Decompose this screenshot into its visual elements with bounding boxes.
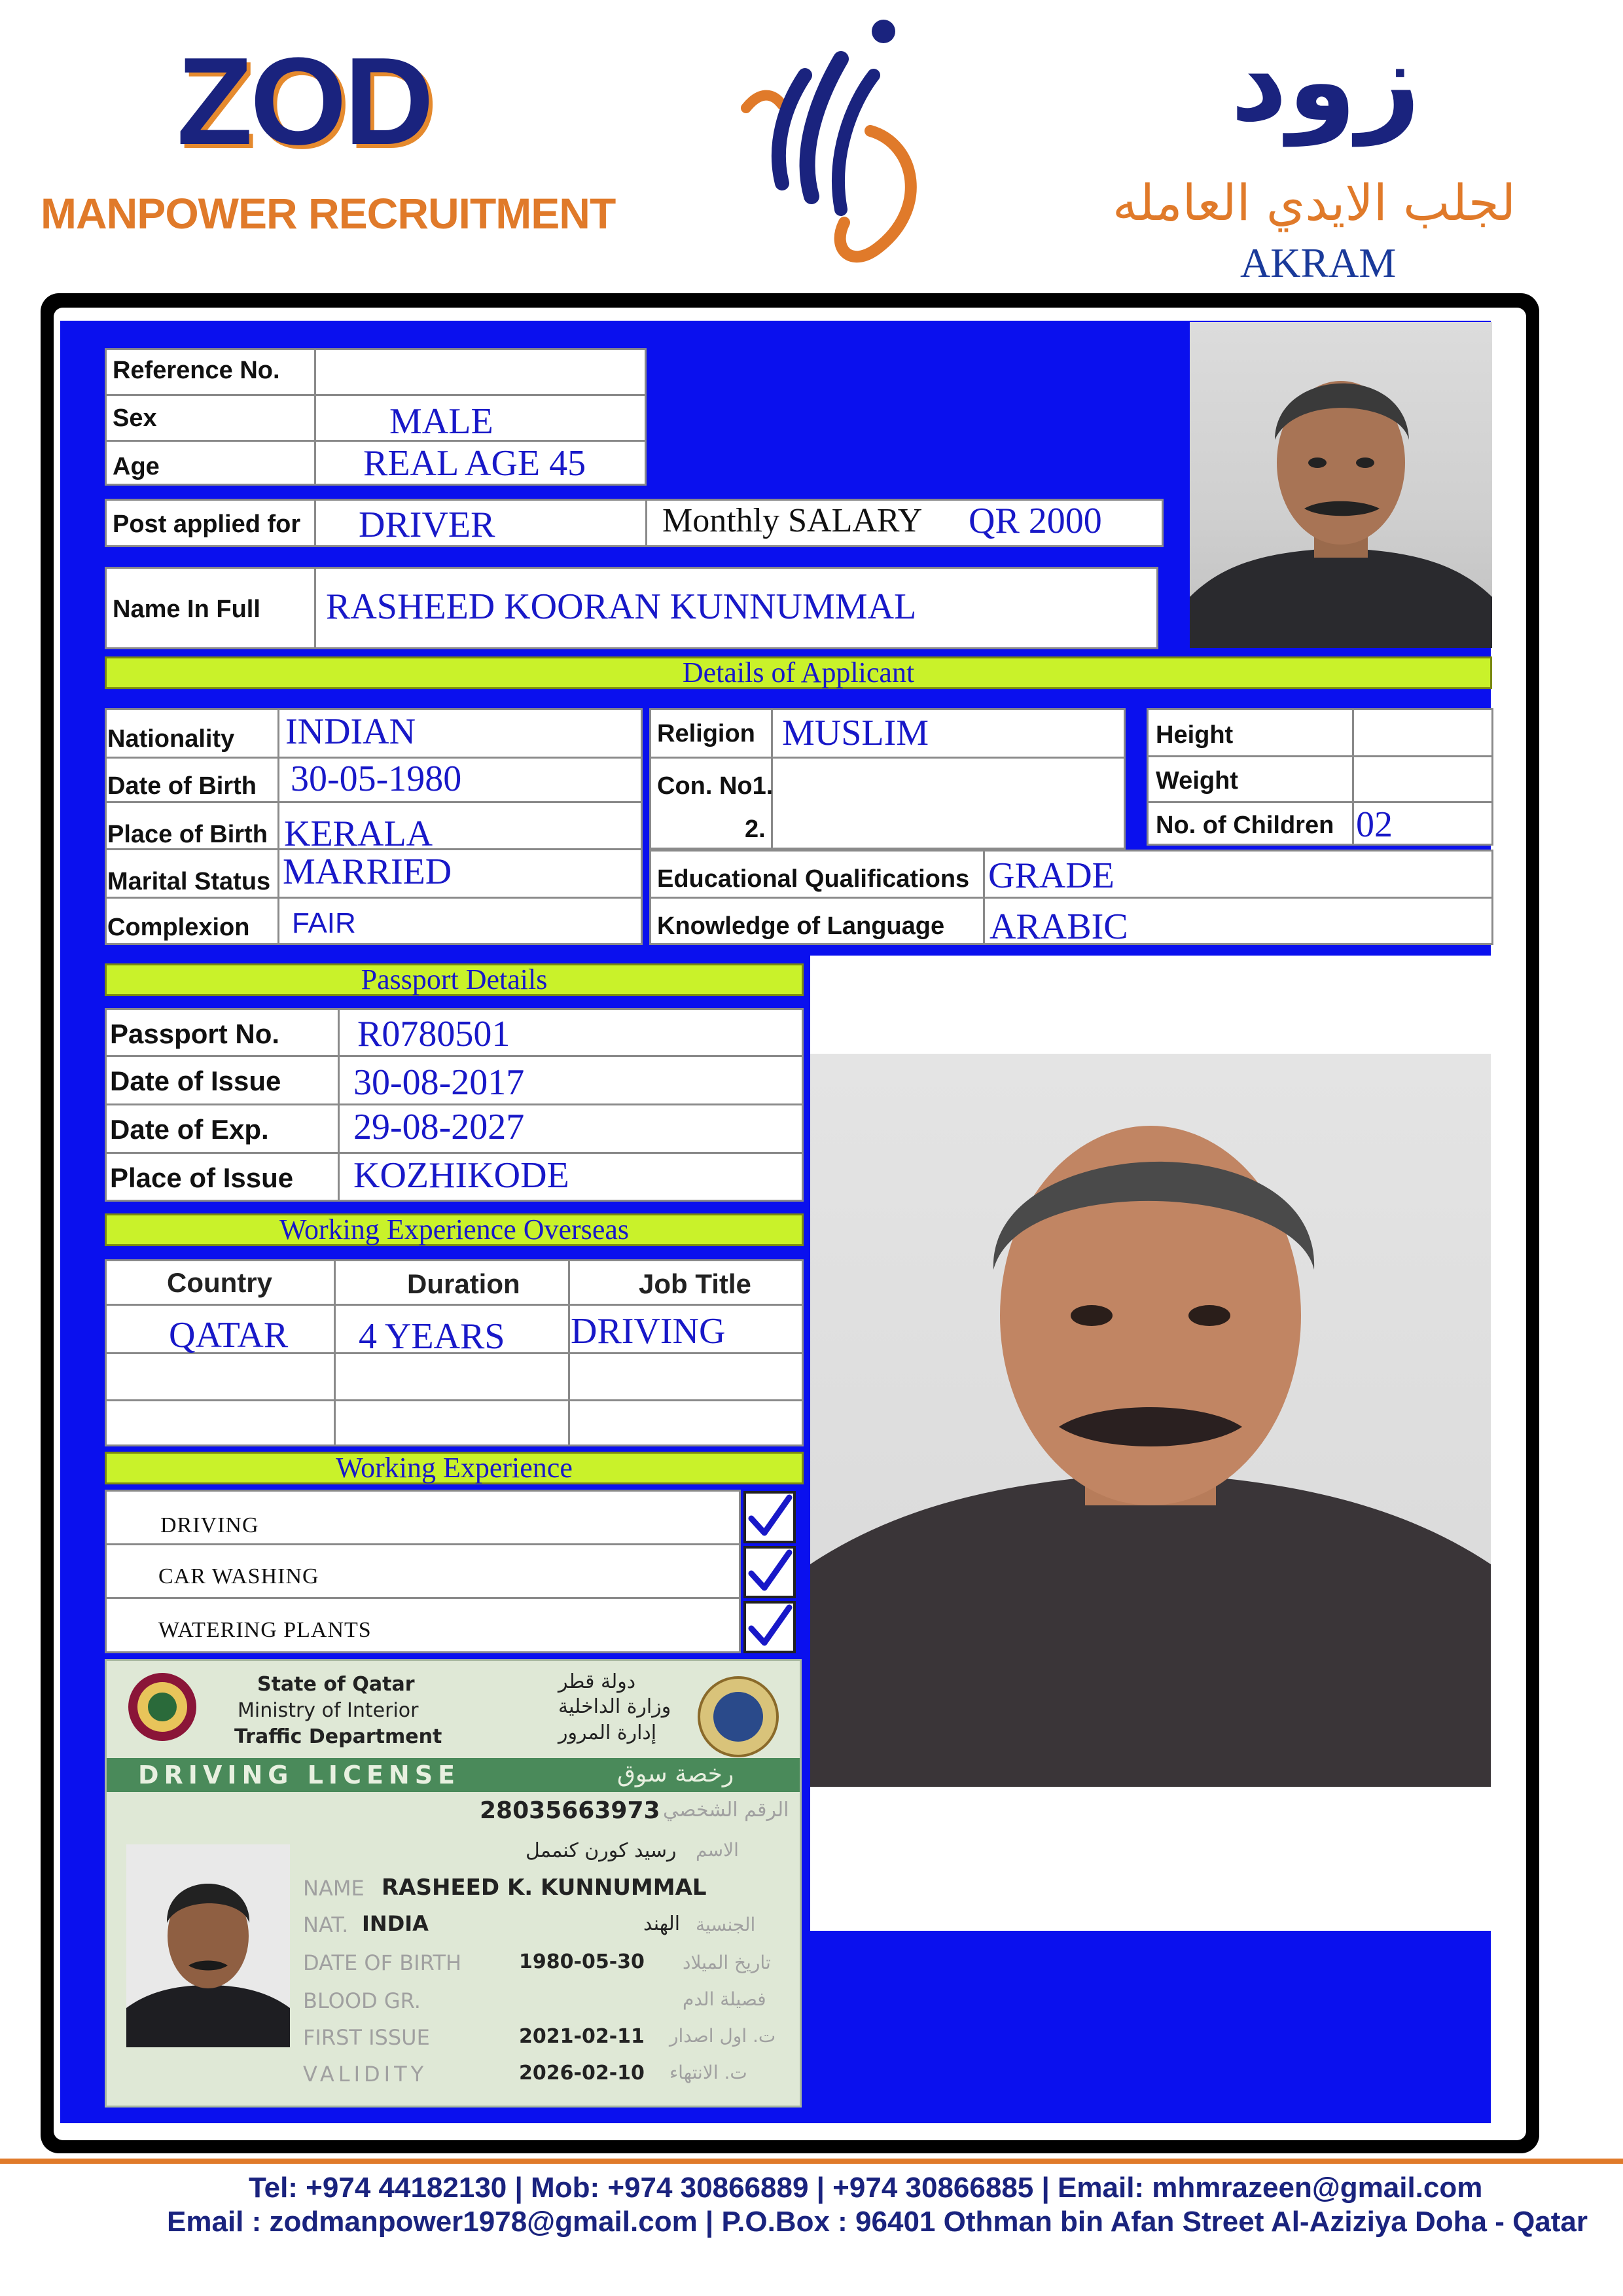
children-value: 02 bbox=[1356, 804, 1393, 845]
footer-divider bbox=[0, 2159, 1623, 2164]
license-validity-label: VALIDITY bbox=[303, 2062, 428, 2087]
license-photo bbox=[126, 1844, 290, 2047]
license-validity: 2026-02-10 bbox=[519, 2062, 645, 2085]
education-label: Educational Qualifications bbox=[657, 865, 970, 893]
pob-label: Place of Birth bbox=[107, 821, 268, 848]
license-nat-ar: الهند bbox=[643, 1912, 681, 1935]
salary-label: Monthly SALARY bbox=[662, 502, 923, 539]
col-duration: Duration bbox=[407, 1268, 520, 1299]
license-first-issue-label-ar: ت. اول اصدار bbox=[669, 2025, 776, 2047]
license-ministry-en: Ministry of Interior bbox=[238, 1699, 419, 1722]
age-value: REAL AGE 45 bbox=[363, 443, 586, 484]
traffic-dept-emblem-icon bbox=[692, 1674, 784, 1759]
name-value: RASHEED KOORAN KUNNUMMAL bbox=[326, 586, 917, 627]
con2-label: 2. bbox=[745, 816, 766, 843]
passport-exp-value: 29-08-2027 bbox=[353, 1107, 525, 1147]
agent-name: AKRAM bbox=[1240, 240, 1397, 286]
skill-watering-plants-checkbox[interactable] bbox=[743, 1601, 796, 1653]
passport-no-value: R0780501 bbox=[357, 1014, 510, 1054]
footer-address-line: Email : zodmanpower1978@gmail.com | P.O.Box : 96401 Othman bin Afan Street Al-Aziziya Doha - Qatar bbox=[167, 2206, 1588, 2238]
license-dob-label: DATE OF BIRTH bbox=[303, 1950, 462, 1975]
applicant-portrait-large bbox=[810, 1054, 1491, 1787]
passport-section-title: Passport Details bbox=[105, 963, 804, 996]
nationality-label: Nationality bbox=[107, 725, 235, 753]
children-label: No. of Children bbox=[1156, 812, 1334, 839]
license-title-ar: رخصة سوق bbox=[617, 1761, 734, 1787]
footer-contact-line: Tel: +974 44182130 | Mob: +974 30866889 | +974 30866885 | Email: mhmrazeen@gmail.com bbox=[249, 2172, 1483, 2204]
name-label: Name In Full bbox=[113, 596, 260, 623]
license-dob-label-ar: تاريخ الميلاد bbox=[683, 1952, 771, 1973]
check-icon bbox=[746, 1604, 793, 1651]
dob-value: 30-05-1980 bbox=[291, 759, 462, 799]
license-name-ar: رسيد كورن كنممل bbox=[526, 1839, 677, 1862]
language-value: ARABIC bbox=[990, 906, 1128, 947]
license-id-number: 28035663973 bbox=[480, 1797, 660, 1824]
passport-no-label: Passport No. bbox=[110, 1018, 280, 1049]
skill-car-washing: CAR WASHING bbox=[158, 1564, 319, 1588]
skill-driving: DRIVING bbox=[160, 1513, 259, 1537]
license-dob: 1980-05-30 bbox=[519, 1950, 645, 1973]
driving-license-image bbox=[105, 1659, 802, 2108]
nationality-value: INDIAN bbox=[285, 711, 416, 752]
brand-arabic-tagline: لجلب الايدي العامله bbox=[1113, 173, 1516, 232]
license-nat-label: NAT. bbox=[303, 1912, 349, 1937]
license-first-issue-label: FIRST ISSUE bbox=[303, 2025, 430, 2050]
license-nat-label-ar: الجنسية bbox=[696, 1914, 756, 1935]
license-blood-label-ar: فصيلة الدم bbox=[683, 1988, 766, 2010]
skill-watering-plants: WATERING PLANTS bbox=[158, 1618, 372, 1642]
col-country: Country bbox=[167, 1267, 272, 1298]
passport-issue-value: 30-08-2017 bbox=[353, 1062, 525, 1103]
passport-exp-label: Date of Exp. bbox=[110, 1114, 269, 1145]
license-state-en: State of Qatar bbox=[257, 1673, 415, 1696]
con1-label: Con. No1. bbox=[657, 772, 774, 800]
post-label: Post applied for bbox=[113, 511, 301, 538]
post-value: DRIVER bbox=[359, 505, 495, 545]
complexion-value: FAIR bbox=[292, 907, 356, 939]
brand-logo-text: ZOD bbox=[177, 32, 432, 171]
table-cell: DRIVING bbox=[571, 1311, 726, 1352]
skill-driving-checkbox[interactable] bbox=[743, 1491, 796, 1543]
language-label: Knowledge of Language bbox=[657, 912, 945, 940]
pob-value: KERALA bbox=[284, 814, 433, 854]
license-title-en: DRIVING LICENSE bbox=[138, 1761, 461, 1789]
passport-place-value: KOZHIKODE bbox=[353, 1155, 569, 1196]
salary-value: QR 2000 bbox=[969, 501, 1102, 541]
check-icon bbox=[746, 1549, 793, 1596]
qatar-emblem-icon bbox=[126, 1668, 198, 1746]
passport-place-label: Place of Issue bbox=[110, 1162, 294, 1193]
skill-car-washing-checkbox[interactable] bbox=[743, 1546, 796, 1598]
marital-value: MARRIED bbox=[283, 852, 452, 892]
table-cell: QATAR bbox=[169, 1315, 289, 1355]
sex-value: MALE bbox=[389, 401, 493, 442]
license-name-label-ar: الاسم bbox=[696, 1839, 739, 1861]
weight-label: Weight bbox=[1156, 767, 1238, 795]
height-label: Height bbox=[1156, 721, 1234, 749]
experience-section-title: Working Experience bbox=[105, 1452, 804, 1484]
license-ministry-ar: وزارة الداخلية bbox=[558, 1695, 671, 1718]
sex-label: Sex bbox=[113, 404, 157, 432]
check-icon bbox=[746, 1494, 793, 1541]
table-cell: 4 YEARS bbox=[359, 1316, 505, 1357]
education-value: GRADE bbox=[988, 855, 1115, 896]
license-dept-ar: إدارة المرور bbox=[558, 1721, 657, 1744]
brand-tagline: MANPOWER RECRUITMENT bbox=[41, 189, 616, 238]
license-state-ar: دولة قطر bbox=[558, 1670, 636, 1693]
license-name-label: NAME bbox=[303, 1876, 365, 1901]
dob-label: Date of Birth bbox=[107, 772, 257, 800]
license-validity-label-ar: ت. الانتهاء bbox=[669, 2062, 747, 2083]
marital-label: Marital Status bbox=[107, 868, 271, 895]
religion-value: MUSLIM bbox=[782, 713, 929, 753]
license-id-label-ar: الرقم الشخصي bbox=[663, 1799, 789, 1821]
age-label: Age bbox=[113, 453, 160, 480]
license-first-issue: 2021-02-11 bbox=[519, 2025, 645, 2048]
brand-emblem-icon bbox=[733, 13, 942, 268]
license-blood-label: BLOOD GR. bbox=[303, 1988, 421, 2013]
license-name: RASHEED K. KUNNUMMAL bbox=[382, 1874, 707, 1901]
overseas-section-title: Working Experience Overseas bbox=[105, 1213, 804, 1246]
brand-arabic-logo: زود bbox=[1230, 17, 1421, 147]
reference-label: Reference No. bbox=[113, 357, 280, 384]
complexion-label: Complexion bbox=[107, 914, 250, 941]
passport-issue-label: Date of Issue bbox=[110, 1066, 281, 1096]
details-section-title: Details of Applicant bbox=[105, 656, 1492, 689]
col-job-title: Job Title bbox=[639, 1268, 751, 1299]
license-nat: INDIA bbox=[362, 1911, 429, 1936]
license-dept-en: Traffic Department bbox=[234, 1725, 442, 1748]
applicant-portrait-small bbox=[1190, 322, 1492, 648]
religion-label: Religion bbox=[657, 720, 755, 747]
